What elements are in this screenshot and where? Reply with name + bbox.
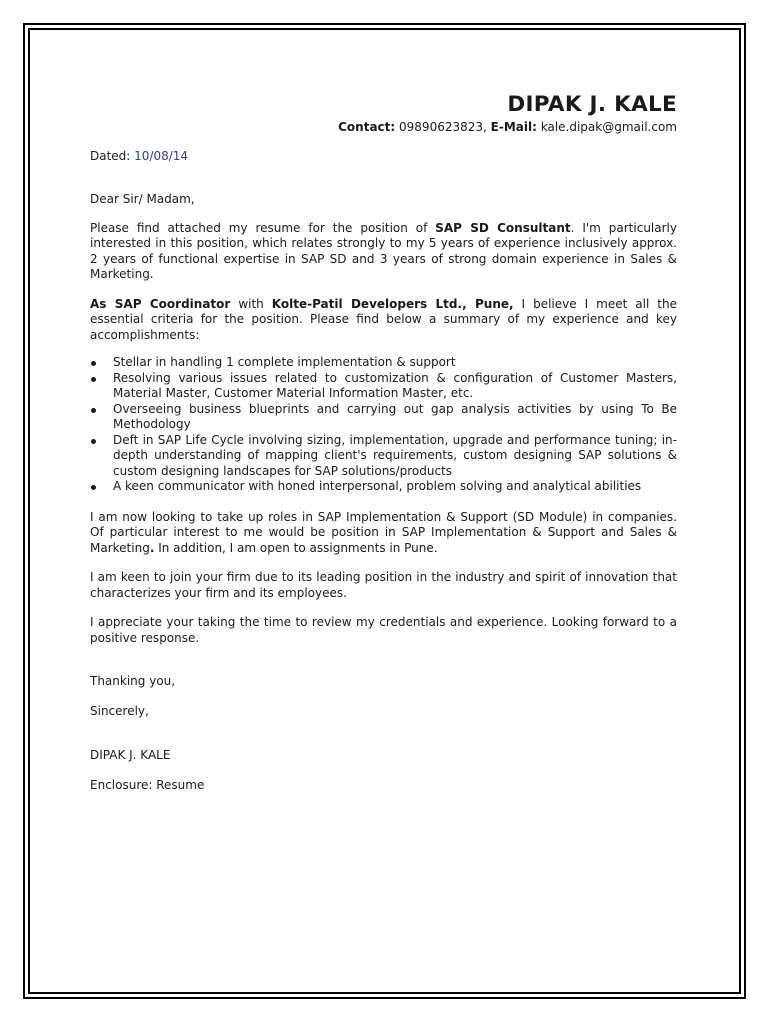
roles-dot: .	[149, 540, 155, 555]
closing-sincerely: Sincerely,	[90, 703, 149, 718]
intro-text-rest: . I'm particularly interested in this position, which relates strongly to my 5 years of experience inclusively approx. 2 years of functional expertise in SAP SD and 3 years of strong domain experience in Sales & Marketing.	[90, 220, 677, 281]
paragraph-firm: I am keen to join your firm due to its leading position in the industry and spirit of innovation that characterizes your firm and its employees.	[90, 570, 677, 600]
enclosure-line: Enclosure: Resume	[90, 777, 205, 792]
contact-label: Contact:	[338, 120, 396, 134]
list-item: Stellar in handling 1 complete implementation & support	[90, 355, 677, 371]
email-label: E-Mail:	[490, 120, 537, 134]
salutation: Dear Sir/ Madam,	[90, 192, 195, 206]
date-value: 10/08/14	[134, 148, 189, 163]
paragraph-coordinator	[90, 297, 677, 344]
position-title: SAP SD Consultant	[435, 220, 571, 235]
company-name: Kolte-Patil Developers Ltd., Pune,	[271, 296, 514, 311]
criteria-text: I believe I meet all the essential criteria for the position. Please find below a summary of my experience and key accomplishments:	[90, 296, 678, 342]
date-line	[90, 149, 677, 165]
signature-name: DIPAK J. KALE	[90, 748, 171, 762]
letter-body	[90, 92, 677, 793]
list-item: Overseeing business blueprints and carrying out gap analysis activities by using To Be Methodology	[90, 402, 677, 433]
accomplishments-list	[90, 355, 677, 495]
paragraph-intro	[90, 221, 677, 283]
phone-number: 09890623823,	[399, 120, 487, 134]
date-label: Dated:	[90, 148, 131, 163]
contact-line	[90, 120, 677, 136]
email-address: kale.dipak@gmail.com	[540, 120, 677, 134]
closing-thanks: Thanking you,	[90, 674, 176, 688]
paragraph-appreciation: I appreciate your taking the time to review my credentials and experience. Looking forward to a positive response.	[90, 615, 677, 645]
with-text: with	[230, 296, 272, 311]
paragraph-roles	[90, 510, 677, 557]
intro-text: Please find attached my resume for the position of	[90, 220, 436, 235]
current-role: As SAP Coordinator	[90, 296, 231, 311]
roles-text-rest: In addition, I am open to assignments in Pune.	[154, 540, 438, 555]
roles-text: I am now looking to take up roles in SAP Implementation & Support (SD Module) in companies. Of particular interest to me would be position in SAP Implementation & Support and Sales & Marketing	[90, 509, 677, 555]
list-item: A keen communicator with honed interpersonal, problem solving and analytical abilities	[90, 479, 677, 495]
list-item: Deft in SAP Life Cycle involving sizing, implementation, upgrade and performance tuning; in-depth understanding of mapping client's requirements, custom designing SAP solutions & custom designing landscapes for SAP solutions/products	[90, 433, 677, 480]
applicant-name: DIPAK J. KALE	[507, 92, 677, 117]
list-item: Resolving various issues related to customization & configuration of Customer Masters, Material Master, Customer Material Information Master, etc.	[90, 371, 677, 402]
